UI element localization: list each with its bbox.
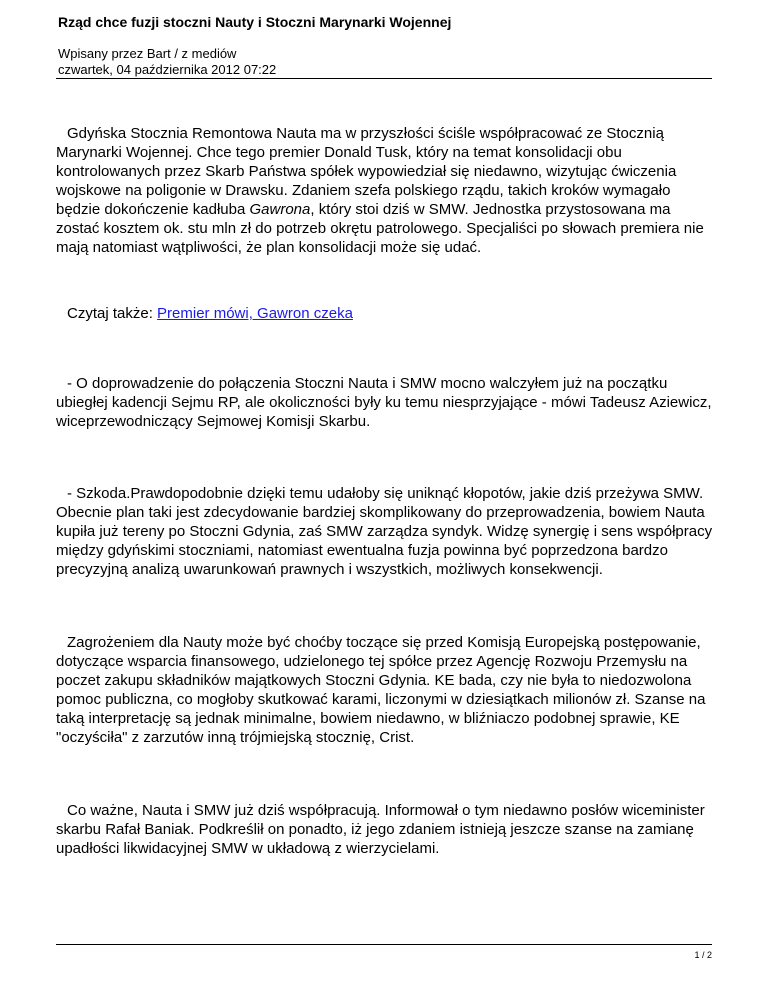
article-title: Rząd chce fuzji stoczni Nauty i Stoczni Marynarki Wojennej (58, 14, 452, 30)
document-page (56, 0, 712, 994)
author-line: Wpisany przez Bart / z mediów (58, 46, 237, 61)
ship-name-italic: Gawrona (249, 201, 311, 218)
paragraph-intro-text-start: Gdyńska Stocznia Remontowa Nauta ma w przyszłości ściśle współpracować ze Stocznią Marynarki Wojennej. Chce tego premier Donald Tusk, który na temat konsolidacji obu kontrolowanych przez Skarb Państwa spółek wypowiedział się niedawno, wizytując ćwiczenia wojskowe na poligonie w Drawsku. Zdaniem szefa polskiego rządu, takich kroków wymagało będzie dokończenie kadłuba (56, 125, 677, 218)
related-article-link[interactable]: Premier mówi, Gawron czeka (157, 305, 353, 322)
page-number: 1 / 2 (694, 950, 712, 960)
paragraph-quote-1: - O doprowadzenie do połączenia Stoczni Nauta i SMW mocno walczyłem już na początku ubiegłej kadencji Sejmu RP, ale okoliczności były ku temu niesprzyjające - mówi Tadeusz Aziewicz, wiceprzewodniczący Sejmowej Komisji Skarbu. (56, 375, 712, 430)
article-meta (58, 46, 276, 78)
paragraph-threat: Zagrożeniem dla Nauty może być choćby toczące się przed Komisją Europejską postępowanie, dotyczące wsparcia finansowego, udzielonego tej spółce przez Agencję Rozwoju Przemysłu na poczet zakupu składników majątkowych Stoczni Gdynia. KE bada, czy nie była to niedozwolona pomoc publiczna, co mogłoby skutkować karami, liczonymi w dziesiątkach milionów zł. Szanse na taką interpretację są jednak minimalne, bowiem niedawno, w bliźniaczo podobnej sprawie, KE "oczyściła" z zarzutów inną trójmiejską stocznię, Crist. (56, 634, 706, 746)
read-also-label: Czytaj także: (67, 305, 158, 322)
header-divider (56, 78, 712, 79)
paragraph-intro-text-end: , który stoi dziś w SMW. Jednostka przystosowana ma zostać kosztem ok. stu mln zł do potrzeb okrętu patrolowego. Specjaliści po słowach premiera nie mają natomiast wątpliwości, że plan konsolidacji może się udać. (56, 201, 704, 256)
date-line: czwartek, 04 października 2012 07:22 (58, 62, 277, 77)
footer-divider (56, 944, 712, 945)
paragraph-read-also (56, 304, 716, 323)
paragraph-intro (56, 124, 716, 257)
paragraph-cooperation: Co ważne, Nauta i SMW już dziś współpracują. Informował o tym niedawno posłów wiceminister skarbu Rafał Baniak. Podkreślił on ponadto, iż jego zdaniem istnieją jeszcze szanse na zamianę upadłości likwidacyjnej SMW w układową z wierzycielami. (56, 802, 705, 857)
paragraph-quote-2: - Szkoda.Prawdopodobnie dzięki temu udałoby się uniknąć kłopotów, jakie dziś przeżywa SMW. Obecnie plan taki jest zdecydowanie bardziej skomplikowany do przeprowadzenia, bowiem Nauta kupiła już tereny po Stoczni Gdynia, zaś SMW zarządza syndyk. Widzę synergię i sens współpracy między gdyńskimi stoczniami, natomiast ewentualna fuzja powinna być poprzedzona bardzo precyzyjną analizą uwarunkowań prawnych i wszystkich, możliwych konsekwencji. (56, 485, 713, 578)
